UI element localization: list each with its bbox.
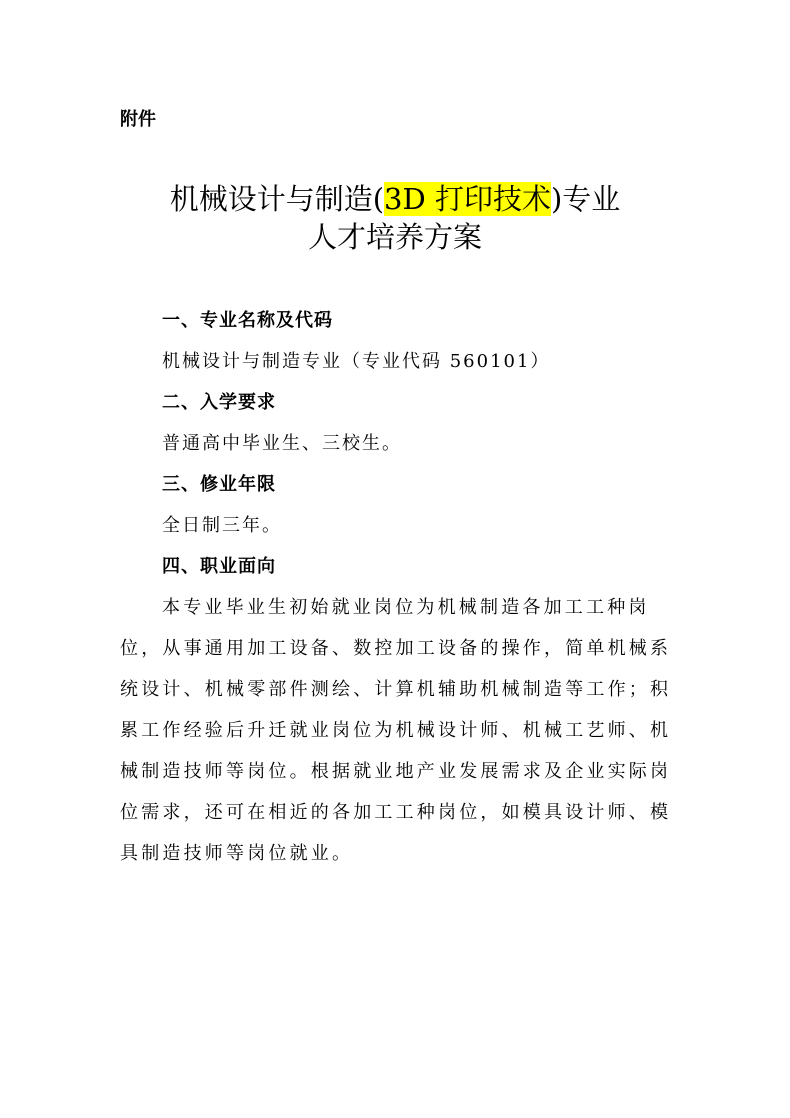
title-prefix: 机械设计与制造(: [169, 182, 385, 216]
paragraph-line: 统设计、机械零部件测绘、计算机辅助机械制造等工作；积: [120, 679, 672, 700]
title-line-2: 人才培养方案: [307, 220, 482, 254]
section-content: 全日制三年。: [162, 515, 282, 536]
career-paragraph: [120, 587, 680, 874]
section-heading: 四、职业面向: [162, 556, 276, 577]
document-body: [120, 300, 680, 874]
title-highlight: 3D 打印技术: [384, 182, 551, 216]
section-heading: 一、专业名称及代码: [162, 310, 333, 331]
paragraph-line: 位需求，还可在相近的各加工工种岗位，如模具设计师、模: [120, 802, 672, 823]
title-suffix: )专业: [550, 182, 621, 216]
document-title: [0, 180, 790, 256]
section-heading: 三、修业年限: [162, 474, 276, 495]
paragraph-line: 械制造技师等岗位。根据就业地产业发展需求及企业实际岗: [120, 761, 672, 782]
section-content: 普通高中毕业生、三校生。: [162, 433, 402, 454]
paragraph-line: 位，从事通用加工设备、数控加工设备的操作，简单机械系: [120, 638, 672, 659]
title-line-1: [0, 180, 790, 218]
paragraph-line: 累工作经验后升迁就业岗位为机械设计师、机械工艺师、机: [120, 720, 672, 741]
paragraph-line: 具制造技师等岗位就业。: [120, 843, 354, 864]
section-heading: 二、入学要求: [162, 392, 276, 413]
paragraph-line: 本专业毕业生初始就业岗位为机械制造各加工工种岗: [162, 597, 650, 618]
section-content: 机械设计与制造专业（专业代码 560101）: [162, 351, 551, 372]
attachment-label: 附件: [120, 109, 156, 130]
